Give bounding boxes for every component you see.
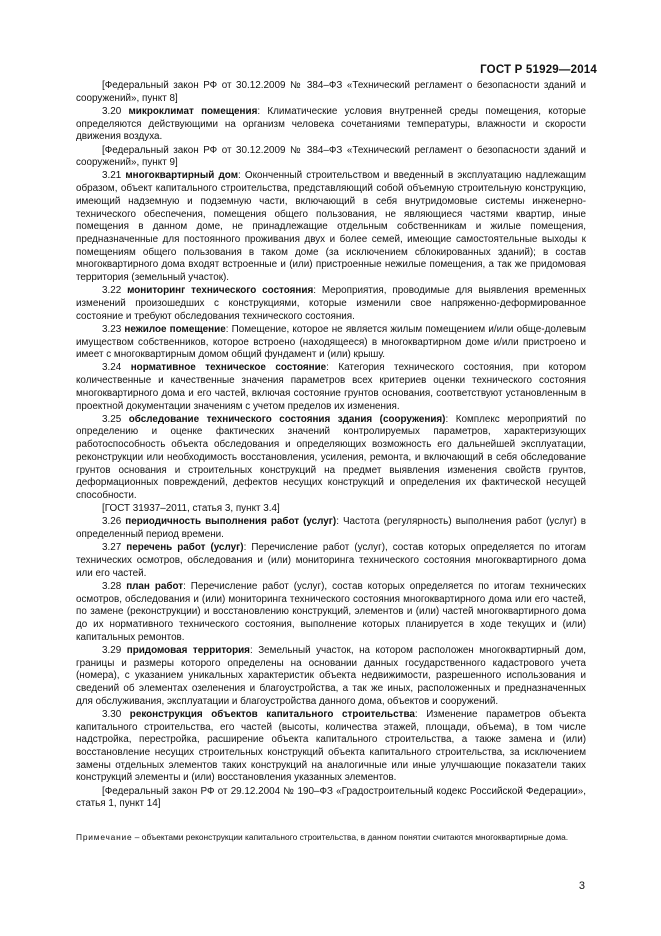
paragraph-term: 3.29 придомовая территория: Земельный участок, на котором расположен многоквартирный дом, границы и размеры которого определены на основании данных государственного кадастрового учета (номера), с указанием уникальных характеристик объекта недвижимости, разрешенного использования и сведений об элементах озеленения и благоустройства, а так же иных, расположенных и предназначенных для обслуживания, эксплуатации и благоустройства данного дома, объектов и сооружений.	[76, 644, 586, 707]
paragraph-term: 3.20 микроклимат помещения: Климатические условия внутренней среды помещения, которые определяются действующими на организм человека сочетаниями температуры, влажности и скорости движения воздуха.	[76, 105, 587, 143]
note	[76, 832, 586, 843]
paragraph-reference: [Федеральный закон РФ от 30.12.2009 № 384–ФЗ «Технический регламент о безопасности зданий и сооружений», пункт 8]	[76, 80, 586, 104]
document-code: ГОСТ Р 51929—2014	[480, 64, 597, 76]
document-body	[76, 80, 586, 812]
term-name: придомовая территория	[126, 644, 250, 656]
page-number: 3	[578, 880, 585, 892]
paragraph-term: 3.27 перечень работ (услуг): Перечисление работ (услуг), состав которых определяется по итогам технических осмотров, обследования и (или) мониторинга технического состояния многоквартирного дома или его частей.	[76, 542, 586, 579]
paragraph-term: 3.30 реконструкция объектов капитального строительства: Изменение параметров объекта капитального строительства, его частей (высоты, количества этажей, площади, объема), в том числе надстройка, перестройка, расширение объекта капитального строительства, а также замена и (или) восстановление несущих строительных конструкций объекта капитального строительства, за исключением замены отдельных элементов таких конструкций на аналогичные или иные улучшающие показатели таких конструкций элементы и (или) восстановления указанных элементов.	[76, 708, 586, 784]
paragraph-term: 3.28 план работ: Перечисление работ (услуг), состав которых определяется по итогам технических осмотров, обследования и (или) мониторинга технического состояния многоквартирного дома или его частей, по замене (реконструкции) и восстановлению конструкций, элементов и (или) частей многоквартирного дома до их нормативного технического состояния, выполнение которых планируется в ходе текущих и (или) капитальных ремонтов.	[76, 580, 587, 643]
paragraph-term: 3.21 многоквартирный дом: Оконченный строительством и введенный в эксплуатацию надлежащим образом, объект капитального строительства, представляющий собой объемную строительную конструкцию, имеющий надземную и подземную части, включающий в себя внутридомовые системы инженерно-технического обеспечения, помещения общего пользования, не являющиеся частями квартир, иные помещения в данном доме, не принадлежащие отдельным собственникам и жилые помещения, предназначенные для постоянного проживания двух и более семей, имеющие самостоятельные выходы к помещениям общего пользования в таком доме (за исключением сблокированных зданий); в состав многоквартирного дома входят встроенные и (или) пристроенные нежилые помещения, а так же придомовая территория (земельный участок).	[76, 170, 586, 284]
term-name: нормативное техническое состояние	[130, 362, 327, 374]
term-name: мониторинг технического состояния	[127, 285, 314, 297]
note-text: – объектами реконструкции капитального строительства, в данном понятии считаются многоквартирные дома.	[132, 832, 569, 842]
term-name: реконструкция объектов капитального строительства	[129, 708, 415, 720]
note-label: Примечание	[76, 832, 133, 842]
paragraph-term: 3.25 обследование технического состояния здания (сооружения): Комплекс мероприятий по определению и оценке фактических значений контролируемых параметров, характеризующих работоспособность объекта обследования и определяющих возможность его дальнейшей эксплуатации, реконструкции или необходимость восстановления, усиления, ремонта, и включающий в себя обследование грунтов основания и строительных конструкций на предмет выявления изменения свойств грунтов, деформационных повреждений, дефектов несущих конструкций и определения их фактической несущей способности.	[76, 413, 587, 501]
term-name: микроклимат помещения	[128, 105, 258, 117]
term-name: нежилое помещение	[124, 323, 226, 335]
term-name: перечень работ (услуг)	[126, 542, 244, 554]
paragraph-term: 3.24 нормативное техническое состояние: Категория технического состояния, при котором количественные и качественные значения параметров всех критериев оценки технического состояния многоквартирного дома и его частей, включая состояние грунтов основания, соответствуют установленным в проектной документации значениям с учетом пределов их изменения.	[76, 362, 586, 412]
paragraph-reference: [ГОСТ 31937–2011, статья 3, пункт 3.4]	[102, 503, 280, 515]
term-name: периодичность выполнения работ (услуг)	[125, 516, 337, 528]
paragraph-term: 3.22 мониторинг технического состояния: Мероприятия, проводимые для выявления временных изменений произошедших с конструкциями, которые изменили свое напряженно-деформированное состояние и требуют обследования технического состояния.	[76, 285, 586, 322]
term-name: многоквартирный дом	[125, 170, 238, 182]
paragraph-term: 3.23 нежилое помещение: Помещение, которое не является жилым помещением и/или обще-долевым имуществом собственников, которое встроено (находящееся) в многоквартирном доме и/или пристроено и имеет с многоквартирным домом общий фундамент и (или) крышу.	[76, 323, 586, 361]
term-name: обследование технического состояния здания (сооружения)	[128, 413, 446, 425]
paragraph-reference: [Федеральный закон РФ от 29.12.2004 № 190–ФЗ «Градостроительный кодекс Российской Федерации», статья 1, пункт 14]	[76, 785, 586, 810]
paragraph-reference: [Федеральный закон РФ от 30.12.2009 № 384–ФЗ «Технический регламент о безопасности зданий и сооружений», пункт 9]	[76, 144, 586, 169]
term-name: план работ	[126, 580, 184, 592]
paragraph-term: 3.26 периодичность выполнения работ (услуг): Частота (регулярность) выполнения работ (услуг) в определенный период времени.	[76, 516, 587, 541]
